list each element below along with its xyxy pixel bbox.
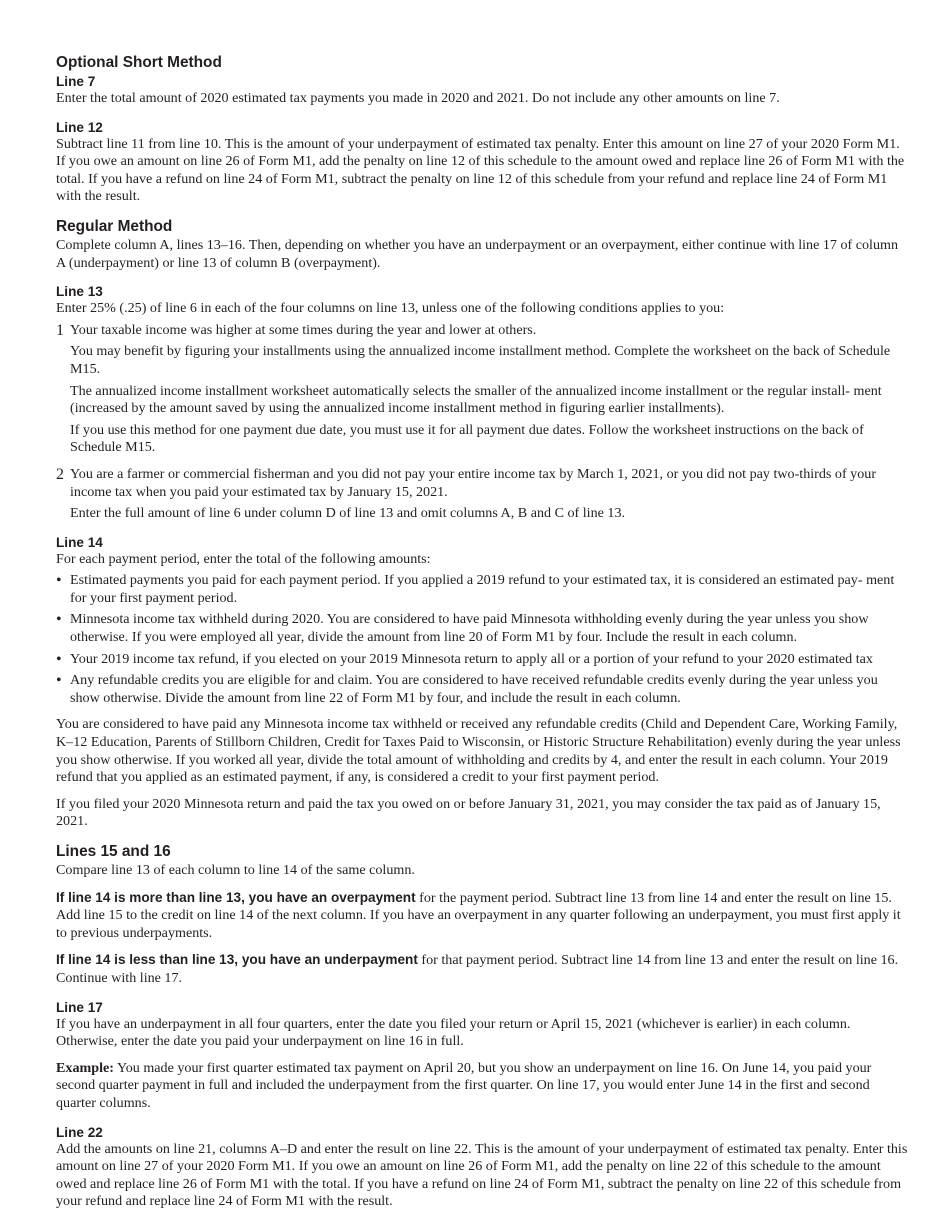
line14-paragraph-1: You are considered to have paid any Minnesota income tax withheld or received any refundable credits (Child and Dependent Care, Working Family, K–12 Education, Parents of Stillborn Children, Credit for Taxes Paid to Wisconsin, or Historic Structure Rehabilitation) evenly during the year unless you show otherwise. If you worked all year, divide the total amount of withholding and credits by 4, and enter the result in each column. Your 2019 refund that you applied as an estimated payment, if any, is considered a credit to your first payment period.	[56, 716, 901, 786]
line14-bullet-text: Minnesota income tax withheld during 2020. You are considered to have paid Minnesota withholding evenly during the year unless you show otherwise. If you were employed all year, divide the amount from line 20 of Form M1 by four. Include the result in each column.	[70, 611, 869, 646]
condition-1-text: Your taxable income was higher at some times during the year and lower at others.	[70, 321, 537, 338]
line22-text: Add the amounts on line 21, columns A–D and enter the result on line 22. This is the amount of your underpayment of estimated tax penalty. Enter this amount on line 27 of your 2020 Form M1. If you owe an amount on line 26 of Form M1, add the penalty on line 22 of this schedule to the amount owed and replace line 26 of Form M1 with the total. If you have a refund on line 24 of Form M1, subtract the penalty on line 22 of this schedule from your refund and replace line 24 of Form M1 with the result.	[56, 1140, 908, 1210]
underpayment-paragraph	[56, 951, 908, 987]
bullet-icon: •	[56, 611, 62, 629]
bullet-icon: •	[56, 672, 62, 690]
line7-heading: Line 7	[56, 74, 96, 89]
bullet-icon: •	[56, 572, 62, 590]
regular-method-heading: Regular Method	[56, 217, 173, 235]
overpayment-paragraph	[56, 889, 908, 943]
condition-1-paragraph-3: If you use this method for one payment due date, you must use it for all payment due dates. Follow the worksheet instructions on the back of Schedule M15.	[70, 421, 864, 456]
example-text: You made your first quarter estimated tax payment on April 20, but you show an underpayment on line 16. On June 14, you paid your second quarter payment in full and included the underpayment from the first quarter. On line 17, you would enter June 14 in the first and second quarter columns.	[56, 1059, 872, 1111]
regular-method-intro: Complete column A, lines 13–16. Then, depending on whether you have an underpayment or an overpayment, either continue with line 17 of column A (underpayment) or line 13 of column B (overpayment).	[56, 236, 899, 271]
line22-heading: Line 22	[56, 1124, 103, 1140]
line14-heading: Line 14	[56, 534, 103, 550]
line17-text: If you have an underpayment in all four quarters, enter the date you filed your return or April 15, 2021 (whichever is earlier) in each column. Otherwise, enter the date you paid your underpayment on line 16 in full.	[56, 1015, 851, 1050]
line14-bullet-text: Estimated payments you paid for each payment period. If you applied a 2019 refund to your estimated tax, it is considered an estimated pay- ment for your first payment period.	[70, 572, 895, 606]
line14-bullet-item	[56, 651, 908, 669]
condition-1-paragraph-1: You may benefit by figuring your installments using the annualized income installment method. Complete the worksheet on the back of Schedule M15.	[70, 343, 891, 377]
overpayment-bold: If line 14 is more than line 13, you have an overpayment	[56, 889, 416, 905]
condition-1-paragraph-2: The annualized income installment worksheet automatically selects the smaller of the annualized income installment or the regular install- ment (increased by the amount saved by using the annualized income installment method in figuring earlier installments).	[70, 382, 882, 417]
line7-text: Enter the total amount of 2020 estimated tax payments you made in 2020 and 2021. Do not include any other amounts on line 7.	[56, 90, 780, 106]
line13-heading: Line 13	[56, 284, 103, 300]
line14-bullet-item	[56, 572, 908, 607]
example-label: Example:	[56, 1059, 114, 1076]
line17-heading: Line 17	[56, 999, 103, 1015]
optional-method-heading: Optional Short Method	[56, 54, 222, 71]
line14-paragraph-2: If you filed your 2020 Minnesota return and paid the tax you owed on or before January 31, 2021, you may consider the tax paid as of January 15, 2021.	[56, 795, 881, 830]
overpayment-text: for the payment period. Subtract line 13 from line 14 and enter the result on line 15. Add line 15 to the credit on line 14 of the next column. If you have an overpayment in any quarter following an underpayment, you must first apply it to previous underpayments.	[56, 889, 901, 941]
line14-bullet-item	[56, 672, 908, 707]
underpayment-text: for that payment period. Subtract line 14 from line 13 and enter the result on line 16. Continue with line 17.	[56, 952, 899, 986]
example-paragraph	[56, 1060, 908, 1113]
condition-2-number: 2	[56, 465, 64, 483]
underpayment-bold: If line 14 is less than line 13, you have an underpayment	[56, 952, 418, 968]
line14-bullet-text: Any refundable credits you are eligible for and claim. You are considered to have received refundable credits evenly during the year unless you show otherwise. Divide the amount from line 22 of Form M1 by four, and include the result in each column.	[70, 672, 878, 706]
condition-1-number: 1	[56, 321, 64, 339]
line13-intro: Enter 25% (.25) of line 6 in each of the four columns on line 13, unless one of the following conditions applies to you:	[56, 300, 725, 317]
condition-1	[56, 322, 908, 340]
lines-15-16-intro: Compare line 13 of each column to line 14 of the same column.	[56, 862, 415, 878]
line12-heading: Line 12	[56, 119, 103, 135]
condition-2	[56, 466, 908, 501]
line14-bullet-item	[56, 611, 908, 646]
line12-text: Subtract line 11 from line 10. This is the amount of your underpayment of estimated tax penalty. Enter this amount on line 27 of your 2020 Form M1. If you owe an amount on line 26 of Form M1, add the penalty on line 12 of this schedule to the amount owed and replace line 26 of Form M1 with the total. If you have a refund on line 24 of Form M1, subtract the penalty on line 12 of this schedule from your refund and replace line 24 of Form M1 with the result.	[56, 135, 905, 205]
line14-bullet-text: Your 2019 income tax refund, if you elected on your 2019 Minnesota return to apply all or a portion of your refund to your 2020 estimated tax	[70, 650, 873, 667]
condition-2-paragraph-1: Enter the full amount of line 6 under column D of line 13 and omit columns A, B and C of line 13.	[70, 505, 626, 522]
bullet-icon: •	[56, 650, 62, 668]
line14-intro: For each payment period, enter the total of the following amounts:	[56, 550, 431, 567]
lines-15-16-heading: Lines 15 and 16	[56, 843, 171, 860]
condition-2-text: You are a farmer or commercial fisherman and you did not pay your entire income tax by March 1, 2021, or you did not pay two-thirds of your income tax when you paid your estimated tax by January 15, 2021.	[70, 465, 877, 500]
